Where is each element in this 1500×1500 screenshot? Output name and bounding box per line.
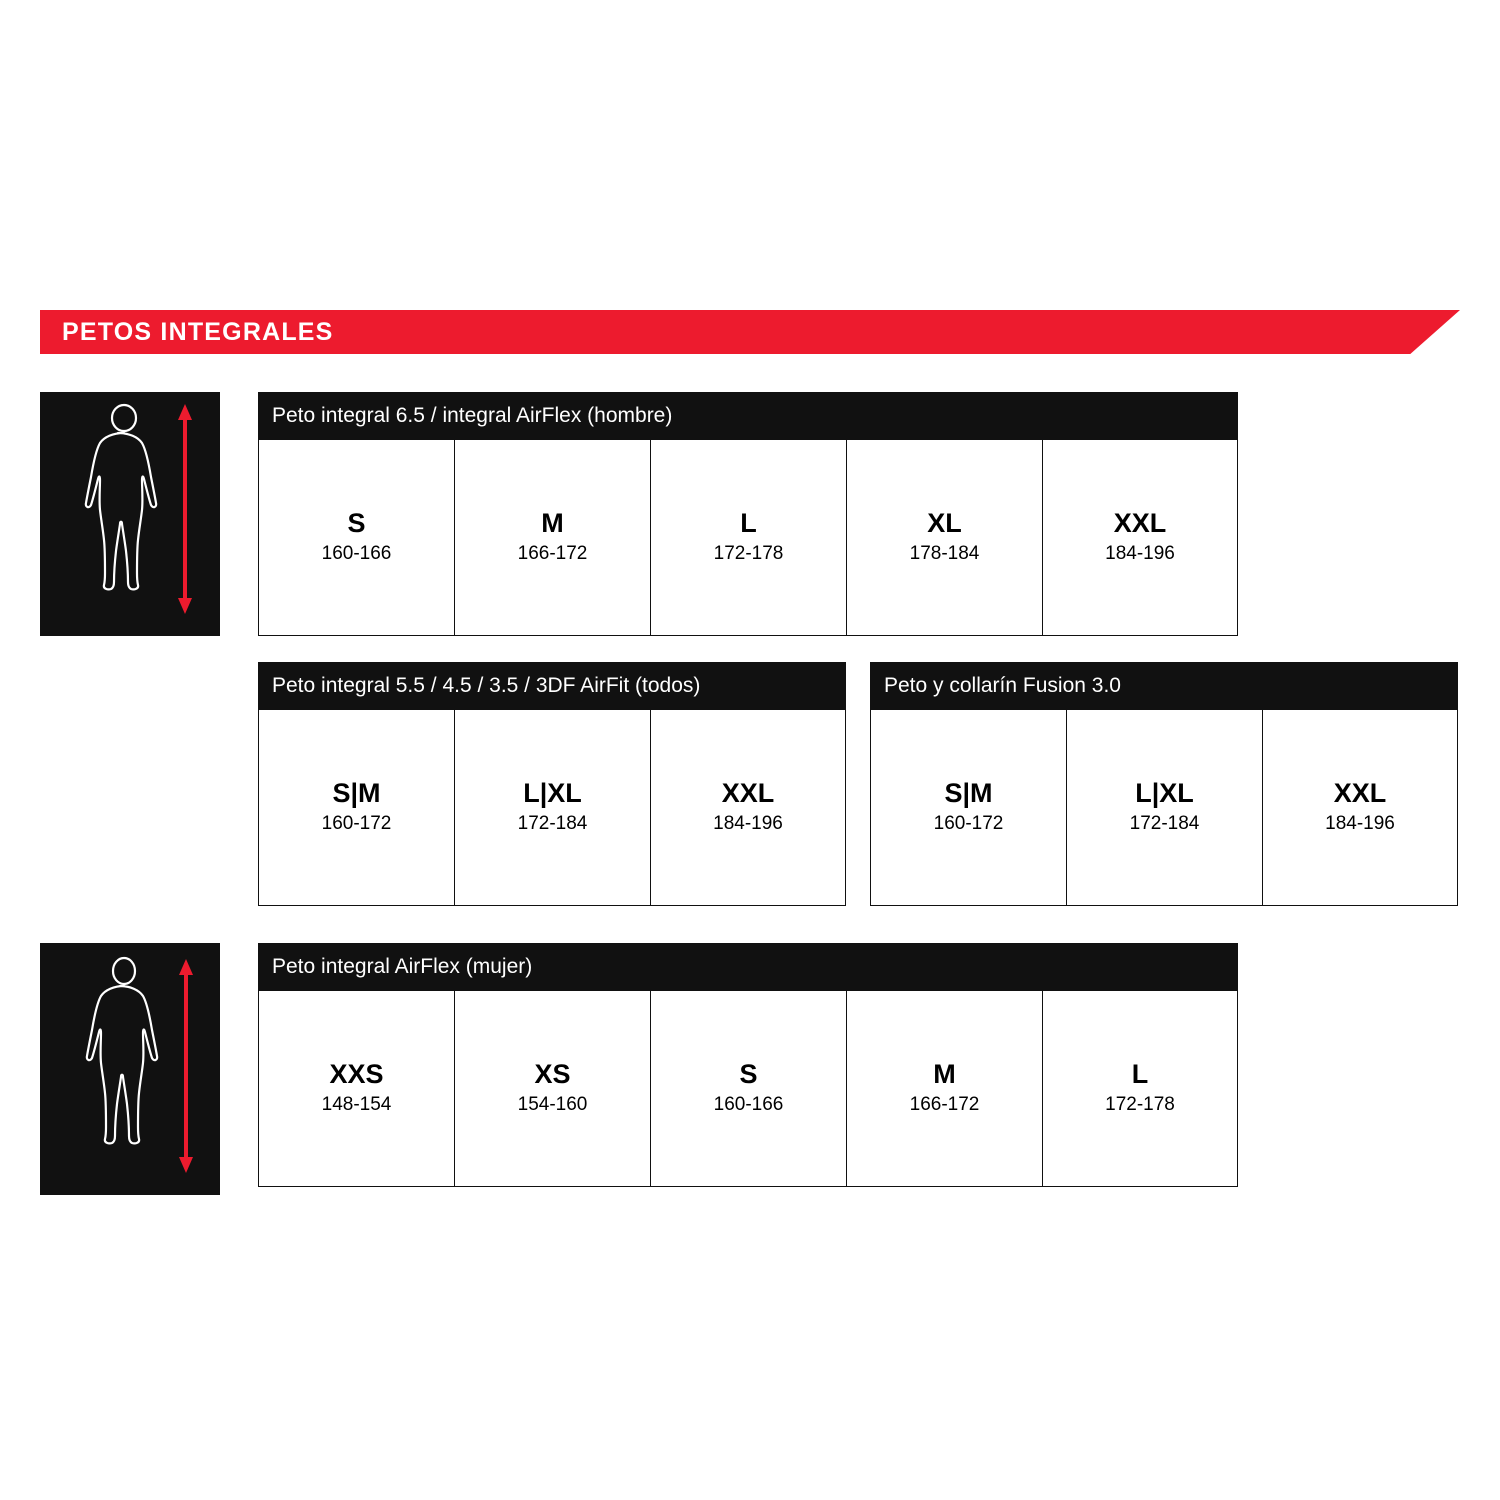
size-cell (846, 440, 1042, 636)
size-cell (258, 440, 454, 636)
table-row (258, 710, 846, 906)
size-label: L|XL (1135, 777, 1194, 808)
table-row (258, 440, 1238, 636)
size-label: S|M (944, 777, 993, 808)
size-range: 160-172 (933, 812, 1004, 834)
size-label: XXL (1333, 777, 1387, 808)
size-range: 172-184 (1129, 812, 1200, 834)
size-label: XXL (721, 777, 775, 808)
size-range: 184-196 (1325, 812, 1395, 834)
size-label: XXS (329, 1058, 384, 1089)
size-label: S (347, 507, 366, 538)
table-row (870, 710, 1458, 906)
table-header-women: Peto integral AirFlex (mujer) (258, 943, 1238, 991)
size-range: 184-196 (1105, 542, 1175, 564)
size-range: 178-184 (909, 542, 980, 564)
size-range: 160-172 (321, 812, 392, 834)
size-range: 166-172 (517, 542, 588, 564)
size-cell (454, 710, 650, 906)
size-cell (258, 991, 454, 1187)
page-title: PETOS INTEGRALES (62, 318, 334, 346)
table-row (258, 991, 1238, 1187)
size-cell (650, 440, 846, 636)
size-label: XXL (1113, 507, 1167, 538)
male-body-silhouette (40, 392, 220, 636)
size-label: S|M (332, 777, 381, 808)
size-cell (454, 991, 650, 1187)
size-cell (1042, 440, 1238, 636)
size-table-fusion (870, 662, 1458, 906)
size-cell (454, 440, 650, 636)
height-measure-arrow (178, 404, 192, 614)
size-table-women (258, 943, 1238, 1187)
size-cell (650, 991, 846, 1187)
size-range: 160-166 (321, 542, 392, 564)
size-range: 184-196 (713, 812, 783, 834)
size-label: L|XL (523, 777, 582, 808)
size-label: XL (927, 507, 962, 538)
size-range: 172-178 (713, 542, 784, 564)
size-range: 148-154 (321, 1093, 392, 1115)
size-label: S (739, 1058, 758, 1089)
table-header-fusion: Peto y collarín Fusion 3.0 (870, 662, 1458, 710)
female-figure-panel (40, 943, 220, 1195)
size-label: M (933, 1058, 956, 1089)
size-label: L (740, 507, 757, 538)
size-range: 166-172 (909, 1093, 980, 1115)
section-banner (40, 310, 1460, 354)
size-cell (870, 710, 1066, 906)
size-table-men (258, 392, 1238, 636)
size-cell (650, 710, 846, 906)
size-label: M (541, 507, 564, 538)
table-header-men: Peto integral 6.5 / integral AirFlex (hombre) (258, 392, 1238, 440)
male-figure-panel (40, 392, 220, 636)
size-range: 172-184 (517, 812, 588, 834)
size-table-all (258, 662, 846, 906)
size-cell (1262, 710, 1458, 906)
size-range: 154-160 (517, 1093, 588, 1115)
size-cell (1042, 991, 1238, 1187)
size-cell (846, 991, 1042, 1187)
size-cell (258, 710, 454, 906)
size-range: 160-166 (713, 1093, 784, 1115)
table-header-all: Peto integral 5.5 / 4.5 / 3.5 / 3DF AirFit (todos) (258, 662, 846, 710)
female-body-silhouette (40, 943, 220, 1195)
size-label: XS (534, 1058, 571, 1089)
size-label: L (1131, 1058, 1149, 1089)
size-range: 172-178 (1105, 1093, 1175, 1115)
height-measure-arrow (179, 959, 193, 1173)
size-cell (1066, 710, 1262, 906)
